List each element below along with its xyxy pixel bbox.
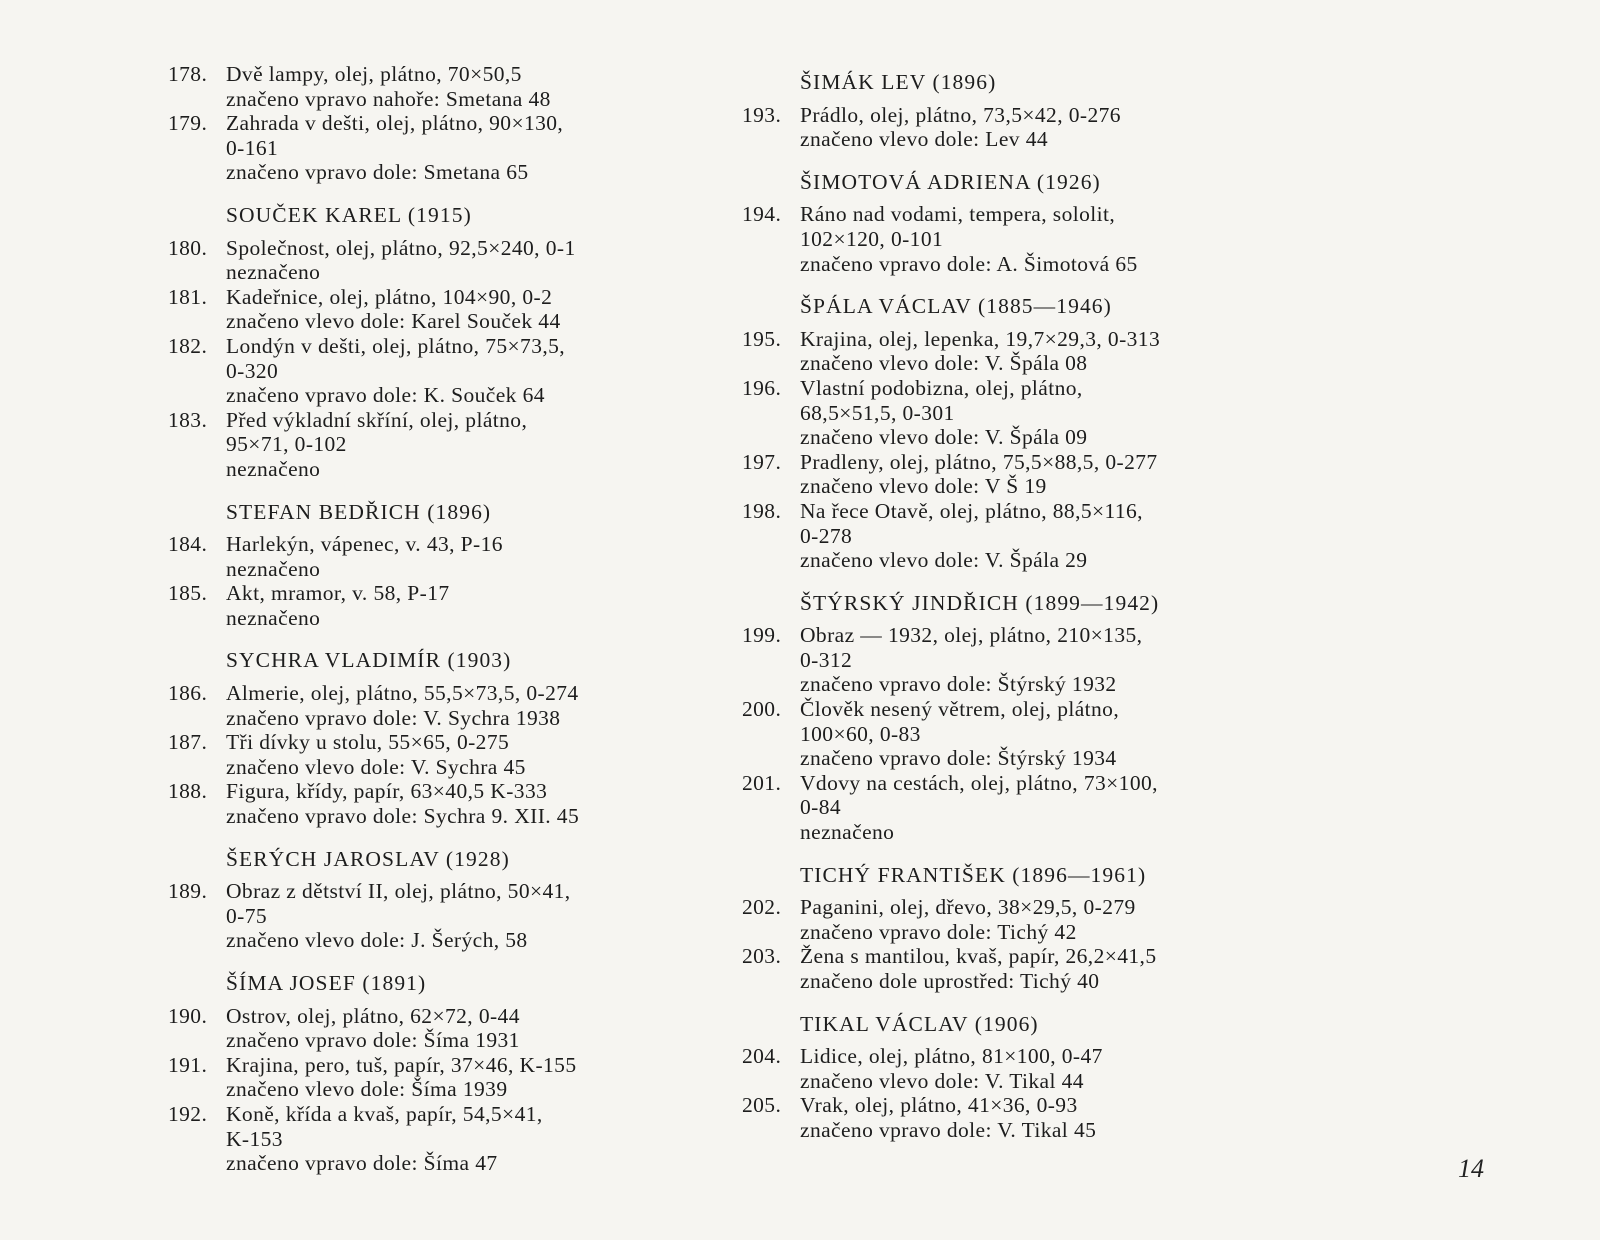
entry-number: 205. [742,1093,782,1118]
entry-line: Paganini, olej, dřevo, 38×29,5, 0-279 [800,895,1136,920]
entry-line: značeno vpravo dole: K. Souček 64 [226,383,545,408]
entry-line: značeno vlevo dole: V. Špála 09 [800,425,1088,450]
catalog-entry [742,376,1282,450]
entry-number: 195. [742,326,782,351]
entry-line: Před výkladní skříní, olej, plátno, [226,407,528,432]
right-column [742,62,1282,1143]
artist-heading: SOUČEK KAREL (1915) [226,202,472,227]
entry-body [226,1053,708,1102]
catalog-entry [168,879,708,953]
entry-body [226,879,708,953]
entry-line: 102×120, 0-101 [800,226,944,251]
entry-line: 100×60, 0-83 [800,721,921,746]
entry-line: Koně, křída a kvaš, papír, 54,5×41, [226,1101,543,1126]
entry-line: značeno vlevo dole: V. Sychra 45 [226,754,526,779]
artist-heading: ŠÍMA JOSEF (1891) [226,971,427,995]
entry-line: Člověk nesený větrem, olej, plátno, [800,697,1120,722]
entry-number: 182. [168,333,208,358]
entry-number: 185. [168,581,208,606]
entry-line: Krajina, olej, lepenka, 19,7×29,3, 0-313 [800,326,1161,351]
entry-line: značeno vpravo dole: Šíma 1931 [226,1028,520,1053]
entry-line: značeno vpravo dole: Smetana 65 [226,160,529,185]
catalog-entry [168,285,708,334]
entry-line: značeno vlevo dole: V. Špála 08 [800,351,1088,376]
catalog-entry [168,779,708,828]
entry-line: 0-75 [226,903,268,928]
entry-body [226,730,708,779]
catalog-entry [742,623,1282,697]
entry-line: 0-312 [800,647,853,672]
catalog-entry [742,499,1282,573]
catalog-entry [168,730,708,779]
catalog-entry [742,450,1282,499]
entry-number: 186. [168,681,208,706]
entry-number: 203. [742,944,782,969]
entry-line: 68,5×51,5, 0-301 [800,400,955,425]
artist-heading: TIKAL VÁCLAV (1906) [800,1011,1039,1036]
entry-body [226,236,708,285]
entry-line: značeno vlevo dole: Šíma 1939 [226,1077,508,1102]
catalog-entry [168,1102,708,1176]
entry-body [800,1044,1282,1093]
catalog-entry [742,944,1282,993]
entry-number: 179. [168,111,208,136]
entry-number: 198. [742,498,782,523]
entry-line: značeno vlevo dole: J. Šerých, 58 [226,928,528,953]
catalog-entry [168,532,708,581]
entry-line: Vlastní podobizna, olej, plátno, [800,375,1083,400]
entry-body [226,334,708,408]
entry-line: značeno vlevo dole: Karel Souček 44 [226,309,561,334]
catalog-entry [168,111,708,185]
entry-line: Krajina, pero, tuš, papír, 37×46, K-155 [226,1052,577,1077]
catalog-entry [742,1093,1282,1142]
entry-line: Londýn v dešti, olej, plátno, 75×73,5, [226,333,566,358]
entry-line: značeno vlevo dole: V. Tikal 44 [800,1068,1084,1093]
artist-heading: ŠTÝRSKÝ JINDŘICH (1899—1942) [800,590,1160,615]
entry-line: Vdovy na cestách, olej, plátno, 73×100, [800,770,1158,795]
entry-number: 191. [168,1052,208,1077]
entry-line: značeno vpravo dole: V. Tikal 45 [800,1117,1097,1142]
entry-line: K-153 [226,1126,283,1151]
artist-heading: ŠIMOTOVÁ ADRIENA (1926) [800,169,1101,194]
catalog-entry [168,1053,708,1102]
catalog-entry [742,327,1282,376]
entry-line: Žena s mantilou, kvaš, papír, 26,2×41,5 [800,944,1157,969]
entry-line: značeno vlevo dole: V. Špála 29 [800,548,1088,573]
entry-number: 194. [742,202,782,227]
entry-line: Pradleny, olej, plátno, 75,5×88,5, 0-277 [800,449,1158,474]
entry-line: neznačeno [226,456,321,481]
entry-line: značeno vpravo dole: V. Sychra 1938 [226,705,561,730]
left-column [168,62,708,1176]
entry-line: Almerie, olej, plátno, 55,5×73,5, 0-274 [226,681,579,706]
entry-number: 204. [742,1044,782,1069]
entry-line: neznačeno [226,605,321,630]
entry-number: 193. [742,102,782,127]
catalog-entry [168,334,708,408]
entry-line: Ráno nad vodami, tempera, sololit, [800,202,1116,227]
entry-line: Tři dívky u stolu, 55×65, 0-275 [226,730,510,755]
entry-number: 197. [742,449,782,474]
entry-number: 188. [168,779,208,804]
entry-line: Dvě lampy, olej, plátno, 70×50,5 [226,62,522,86]
entry-line: Zahrada v dešti, olej, plátno, 90×130, [226,111,564,136]
entry-line: Ostrov, olej, plátno, 62×72, 0-44 [226,1003,520,1028]
entry-body [800,944,1282,993]
entry-number: 184. [168,532,208,557]
entry-line: značeno vpravo dole: Štýrský 1934 [800,746,1117,771]
artist-heading: SYCHRA VLADIMÍR (1903) [226,648,512,673]
entry-number: 187. [168,730,208,755]
entry-line: značeno vpravo dole: A. Šimotová 65 [800,251,1138,276]
entry-line: Figura, křídy, papír, 63×40,5 K-333 [226,779,548,804]
catalog-entry [742,103,1282,152]
entry-number: 196. [742,375,782,400]
entry-number: 200. [742,697,782,722]
entry-line: Prádlo, olej, plátno, 73,5×42, 0-276 [800,102,1121,127]
entry-body [226,1102,708,1176]
entry-body [226,581,708,630]
entry-number: 202. [742,895,782,920]
artist-heading: STEFAN BEDŘICH (1896) [226,499,492,524]
catalog-entry [742,771,1282,845]
entry-line: 95×71, 0-102 [226,432,347,457]
catalog-entry [168,408,708,482]
entry-line: 0-84 [800,795,842,820]
entry-line: neznačeno [800,820,895,845]
entry-line: Společnost, olej, plátno, 92,5×240, 0-1 [226,235,576,260]
catalog-entry [168,62,708,111]
entry-body [800,376,1282,450]
catalog-entry [168,581,708,630]
entry-number: 201. [742,770,782,795]
entry-line: Akt, mramor, v. 58, P-17 [226,581,450,606]
entry-number: 181. [168,284,208,309]
entry-line: 0-161 [226,135,279,160]
catalog-entry [742,202,1282,276]
entry-line: značeno vpravo nahoře: Smetana 48 [226,86,551,111]
catalog-entry [168,236,708,285]
entry-body [226,111,708,185]
catalog-entry [742,895,1282,944]
entry-body [800,1093,1282,1142]
artist-heading: TICHÝ FRANTIŠEK (1896—1961) [800,862,1147,887]
entry-number: 190. [168,1003,208,1028]
entry-line: značeno vpravo dole: Tichý 42 [800,919,1077,944]
entry-number: 192. [168,1101,208,1126]
entry-body [226,779,708,828]
catalog-entry [168,681,708,730]
entry-body [800,450,1282,499]
entry-line: 0-278 [800,523,853,548]
entry-body [226,1004,708,1053]
catalog-entry [742,697,1282,771]
entry-body [800,202,1282,276]
entry-line: 0-320 [226,358,279,383]
entry-line: neznačeno [226,260,321,285]
artist-heading: ŠERÝCH JAROSLAV (1928) [226,846,510,871]
page-number: 14 [1458,1154,1484,1183]
entry-body [226,62,708,111]
entry-number: 183. [168,407,208,432]
entry-line: Kadeřnice, olej, plátno, 104×90, 0-2 [226,284,553,309]
entry-body [226,408,708,482]
entry-line: Obraz z dětství II, olej, plátno, 50×41, [226,879,571,904]
entry-line: značeno vlevo dole: Lev 44 [800,127,1049,152]
entry-body [800,103,1282,152]
entry-body [800,771,1282,845]
entry-line: Na řece Otavě, olej, plátno, 88,5×116, [800,498,1143,523]
entry-line: značeno dole uprostřed: Tichý 40 [800,969,1100,993]
entry-body [800,327,1282,376]
entry-line: Vrak, olej, plátno, 41×36, 0-93 [800,1093,1078,1118]
entry-line: Harlekýn, vápenec, v. 43, P-16 [226,532,503,557]
entry-body [226,681,708,730]
entry-body [800,895,1282,944]
entry-body [226,285,708,334]
entry-body [800,499,1282,573]
entry-number: 180. [168,235,208,260]
entry-number: 199. [742,623,782,648]
entry-line: značeno vpravo dole: Šíma 47 [226,1151,498,1176]
entry-line: značeno vpravo dole: Sychra 9. XII. 45 [226,804,580,829]
entry-body [800,697,1282,771]
entry-line: značeno vlevo dole: V Š 19 [800,474,1047,499]
entry-number: 178. [168,62,208,86]
entry-number: 189. [168,879,208,904]
entry-body [800,623,1282,697]
entry-body [226,532,708,581]
catalog-entry [742,1044,1282,1093]
artist-heading: ŠPÁLA VÁCLAV (1885—1946) [800,294,1112,319]
entry-line: Lidice, olej, plátno, 81×100, 0-47 [800,1044,1103,1069]
entry-line: neznačeno [226,556,321,581]
entry-line: značeno vpravo dole: Štýrský 1932 [800,672,1117,697]
artist-heading: ŠIMÁK LEV (1896) [800,70,997,94]
catalog-entry [168,1004,708,1053]
entry-line: Obraz — 1932, olej, plátno, 210×135, [800,623,1143,648]
